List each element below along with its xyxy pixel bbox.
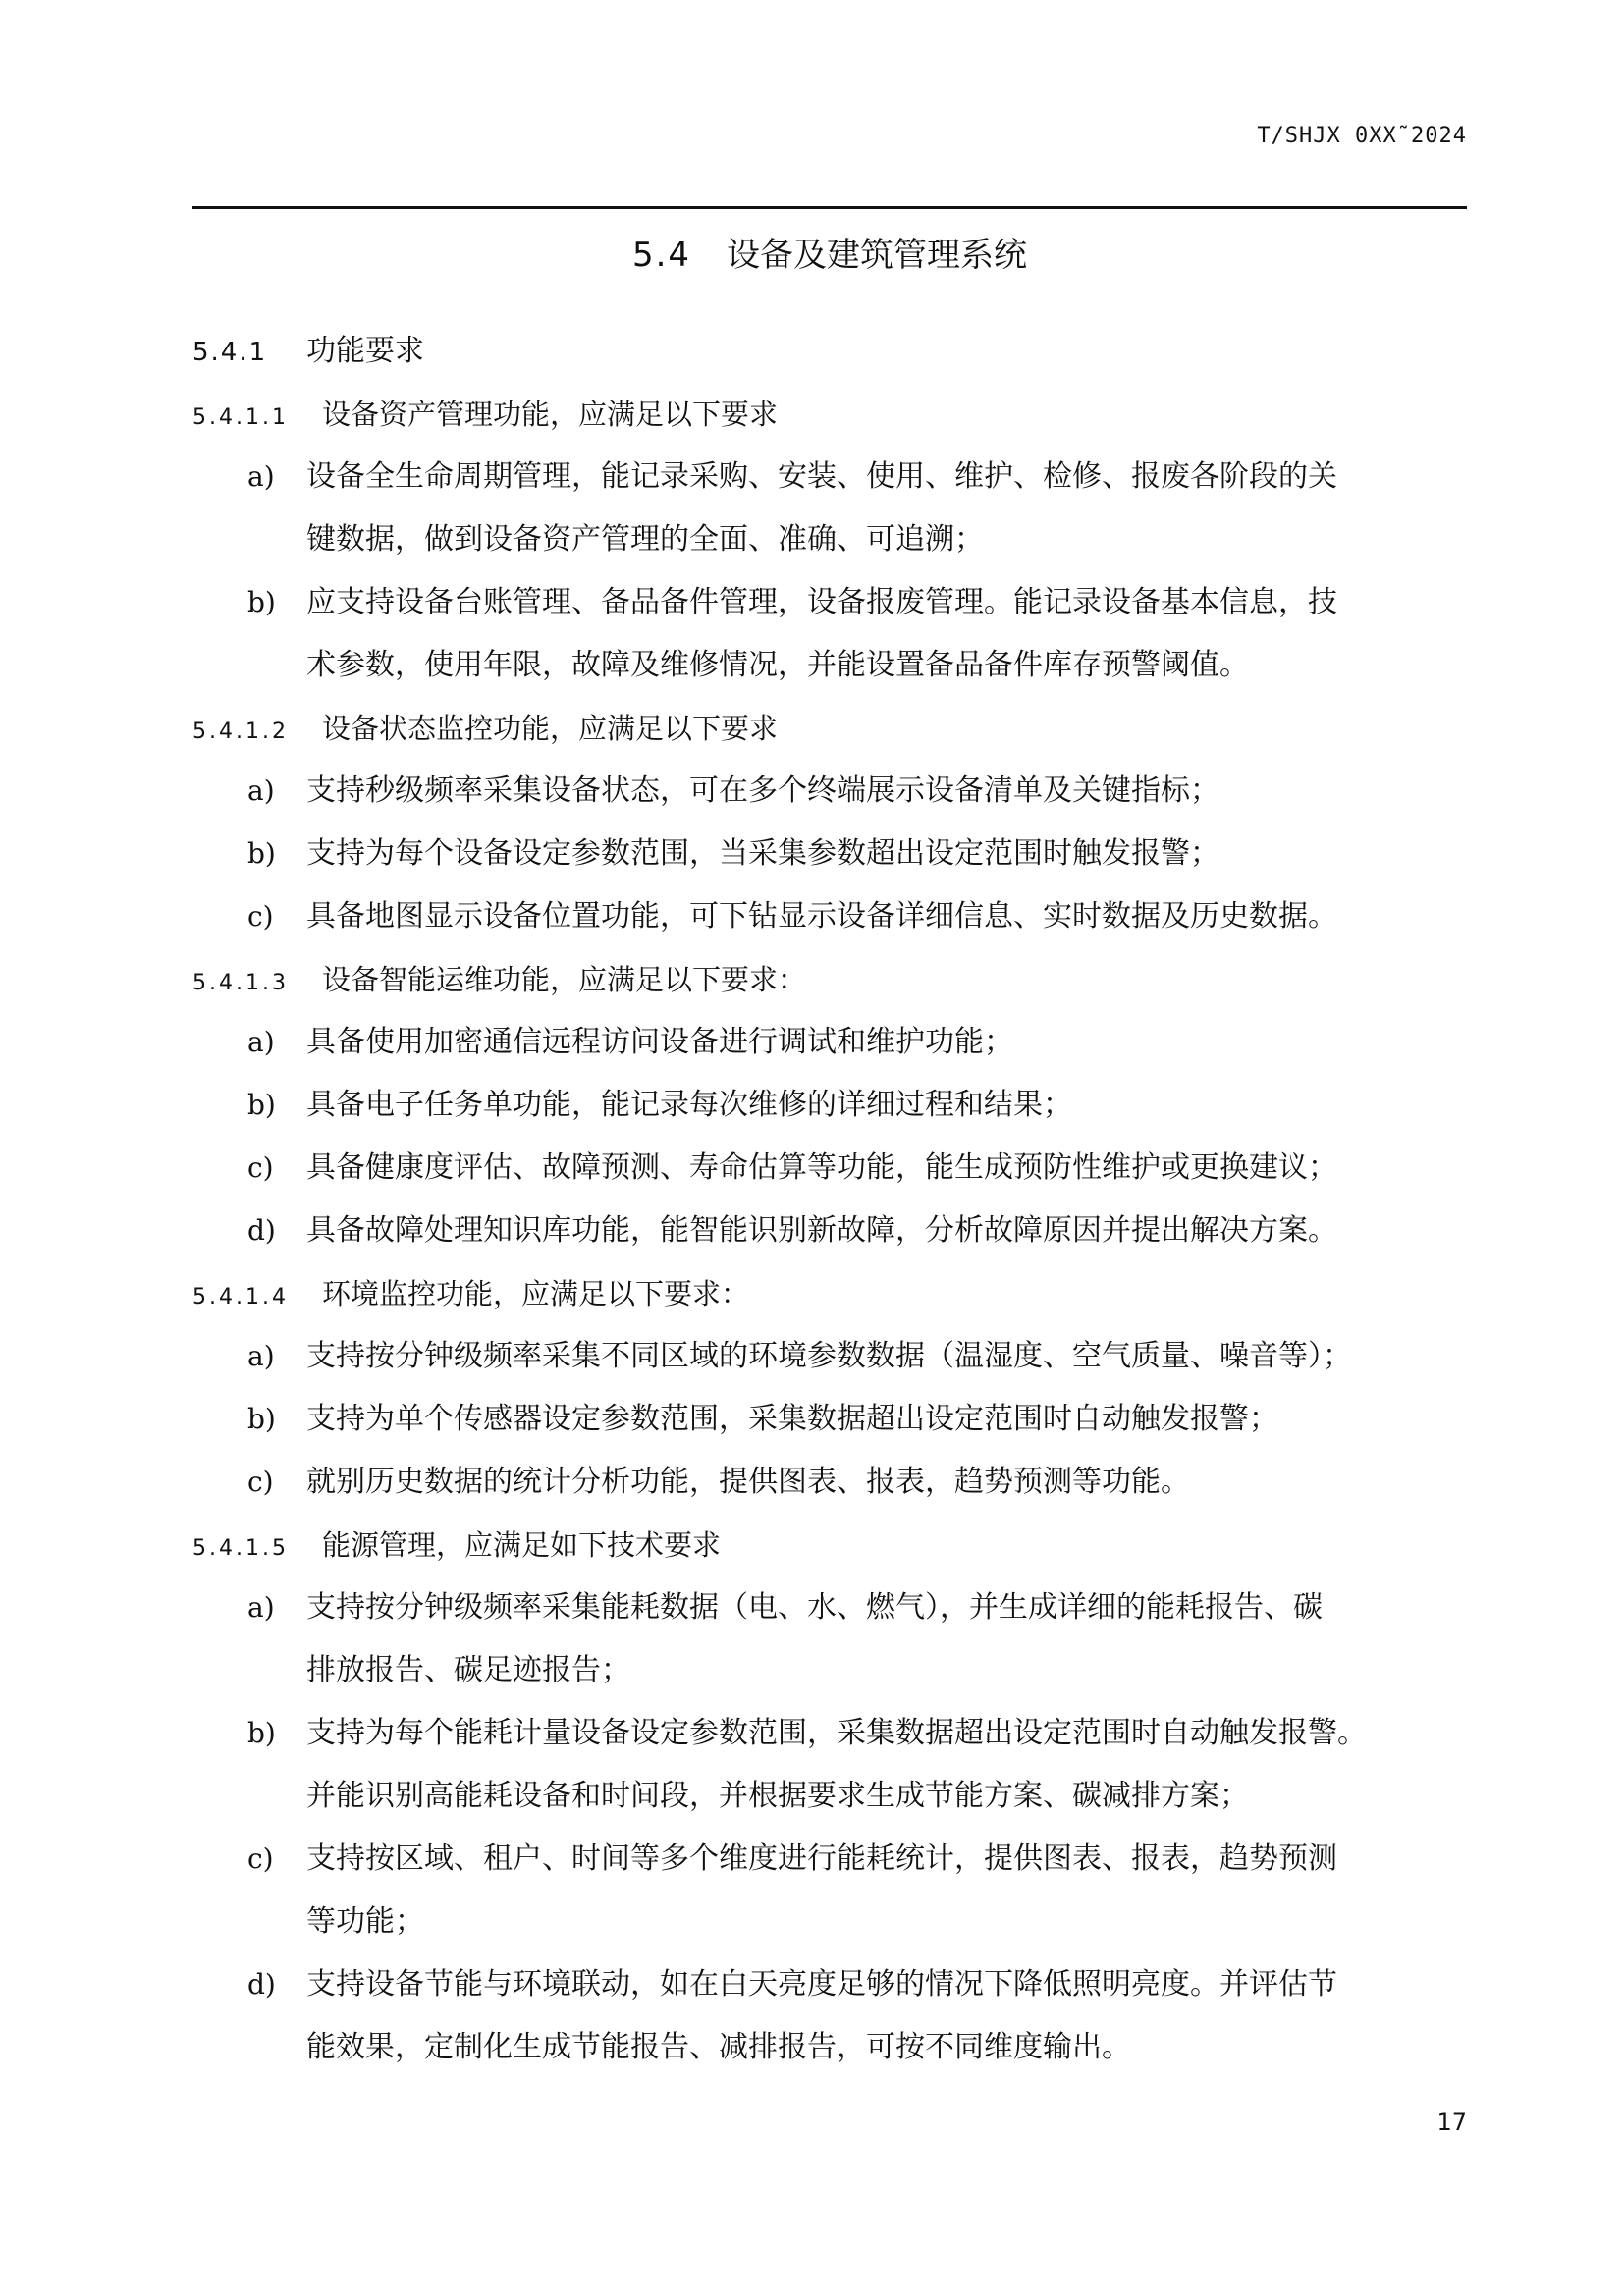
list-item [192, 760, 1469, 823]
subclause-heading [192, 383, 1469, 446]
list-item-text: 具备故障处理知识库功能，能智能识别新故障，分析故障原因并提出解决方案。 [306, 1213, 1337, 1248]
list-item [192, 1011, 1469, 1074]
list-marker: a) [247, 774, 275, 807]
list-item-text: 支持按区域、租户、时间等多个维度进行能耗统计，提供图表、报表，趋势预测 [306, 1842, 1337, 1876]
list-item [192, 1137, 1469, 1200]
list-item-text: 应支持设备台账管理、备品备件管理，设备报废管理。能记录设备基本信息，技 [306, 585, 1337, 619]
clause-number: 5.4.1.2 [192, 720, 289, 744]
list-item-text: 支持按分钟级频率采集能耗数据（电、水、燃气），并生成详细的能耗报告、碳 [306, 1590, 1323, 1625]
clause-title: 功能要求 [306, 334, 424, 368]
list-item-text: 支持秒级频率采集设备状态，可在多个终端展示设备清单及关键指标； [306, 774, 1219, 808]
list-item-text: 设备全生命周期管理，能记录采购、安装、使用、维护、检修、报废各阶段的关 [306, 459, 1337, 494]
page-number: 17 [1436, 2109, 1467, 2136]
list-item-continuation [192, 1891, 1469, 1953]
clause-title: 能源管理，应满足如下技术要求 [322, 1528, 722, 1562]
list-item [192, 1388, 1469, 1451]
list-marker: b) [247, 1089, 276, 1121]
clause-title: 设备资产管理功能，应满足以下要求 [322, 398, 779, 431]
list-item [192, 1200, 1469, 1262]
document-code: T/SHJX 0XX˜2024 [1257, 124, 1467, 148]
list-item-text: 支持为单个传感器设定参数范围，采集数据超出设定范围时自动触发报警； [306, 1402, 1278, 1436]
list-item [192, 1325, 1469, 1388]
list-marker: c) [247, 900, 274, 933]
list-item-text: 能效果，定制化生成节能报告、减排报告，可按不同维度输出。 [306, 2030, 1131, 2064]
list-item-continuation [192, 508, 1469, 571]
list-item-text: 排放报告、碳足迹报告； [306, 1653, 630, 1687]
list-marker: a) [247, 460, 275, 493]
list-item-text: 具备健康度评估、故障预测、寿命估算等功能，能生成预防性维护或更换建议； [306, 1150, 1337, 1185]
list-marker: b) [247, 1717, 276, 1749]
list-item [192, 1702, 1469, 1765]
list-marker: a) [247, 1591, 275, 1624]
list-item [192, 1451, 1469, 1514]
section-title [192, 228, 1467, 283]
list-item-continuation [192, 1639, 1469, 1702]
list-marker: b) [247, 1403, 276, 1435]
list-marker: a) [247, 1026, 275, 1058]
list-item-text: 具备使用加密通信远程访问设备进行调试和维护功能； [306, 1025, 1013, 1059]
clause-title: 环境监控功能，应满足以下要求： [322, 1277, 750, 1310]
list-item-text: 支持为每个能耗计量设备设定参数范围，采集数据超出设定范围时自动触发报警。 [306, 1716, 1367, 1750]
list-item [192, 823, 1469, 885]
subclause-heading [192, 1262, 1469, 1325]
list-item [192, 571, 1469, 634]
list-item-continuation [192, 634, 1469, 697]
section-number: 5.4 [631, 236, 692, 275]
list-item-text: 支持按分钟级频率采集不同区域的环境参数数据（温湿度、空气质量、噪音等）； [306, 1339, 1352, 1373]
list-marker: c) [247, 1842, 274, 1875]
list-marker: b) [247, 586, 276, 618]
clause-number: 5.4.1.5 [192, 1536, 289, 1561]
list-item-continuation [192, 1765, 1469, 1828]
list-item-text: 键数据，做到设备资产管理的全面、准确、可追溯； [306, 522, 984, 557]
header-divider [192, 206, 1467, 209]
clause-title: 设备智能运维功能，应满足以下要求： [322, 963, 807, 996]
clause-number: 5.4.1.4 [192, 1285, 289, 1309]
list-item-text: 具备地图显示设备位置功能，可下钻显示设备详细信息、实时数据及历史数据。 [306, 899, 1337, 934]
list-item-text: 并能识别高能耗设备和时间段，并根据要求生成节能方案、碳减排方案； [306, 1779, 1249, 1813]
list-marker: b) [247, 837, 276, 870]
list-item [192, 1576, 1469, 1639]
list-marker: a) [247, 1340, 275, 1372]
subclause-heading [192, 1514, 1469, 1576]
list-item [192, 446, 1469, 508]
list-item [192, 885, 1469, 948]
list-marker: d) [247, 1214, 276, 1247]
document-body [192, 320, 1469, 2079]
subclause-heading [192, 697, 1469, 760]
list-item [192, 1828, 1469, 1891]
list-item-text: 术参数，使用年限，故障及维修情况，并能设置备品备件库存预警阈值。 [306, 648, 1249, 682]
list-item-text: 具备电子任务单功能，能记录每次维修的详细过程和结果； [306, 1088, 1072, 1122]
list-marker: c) [247, 1466, 274, 1498]
list-marker: d) [247, 1968, 276, 2001]
list-item-text: 等功能； [306, 1904, 424, 1939]
list-item [192, 1074, 1469, 1137]
clause-number: 5.4.1 [192, 338, 268, 367]
list-marker: c) [247, 1151, 274, 1184]
clause-number: 5.4.1.1 [192, 405, 289, 430]
list-item [192, 1953, 1469, 2016]
subclause-heading [192, 948, 1469, 1011]
clause-title: 设备状态监控功能，应满足以下要求 [322, 712, 779, 745]
clause-heading [192, 320, 1469, 383]
list-item-text: 支持设备节能与环境联动，如在白天亮度足够的情况下降低照明亮度。并评估节 [306, 1967, 1337, 2002]
list-item-text: 支持为每个设备设定参数范围，当采集参数超出设定范围时触发报警； [306, 836, 1219, 871]
section-title-text: 设备及建筑管理系统 [727, 236, 1028, 275]
list-item-continuation [192, 2016, 1469, 2079]
clause-number: 5.4.1.3 [192, 971, 289, 995]
list-item-text: 就别历史数据的统计分析功能，提供图表、报表，趋势预测等功能。 [306, 1465, 1190, 1499]
